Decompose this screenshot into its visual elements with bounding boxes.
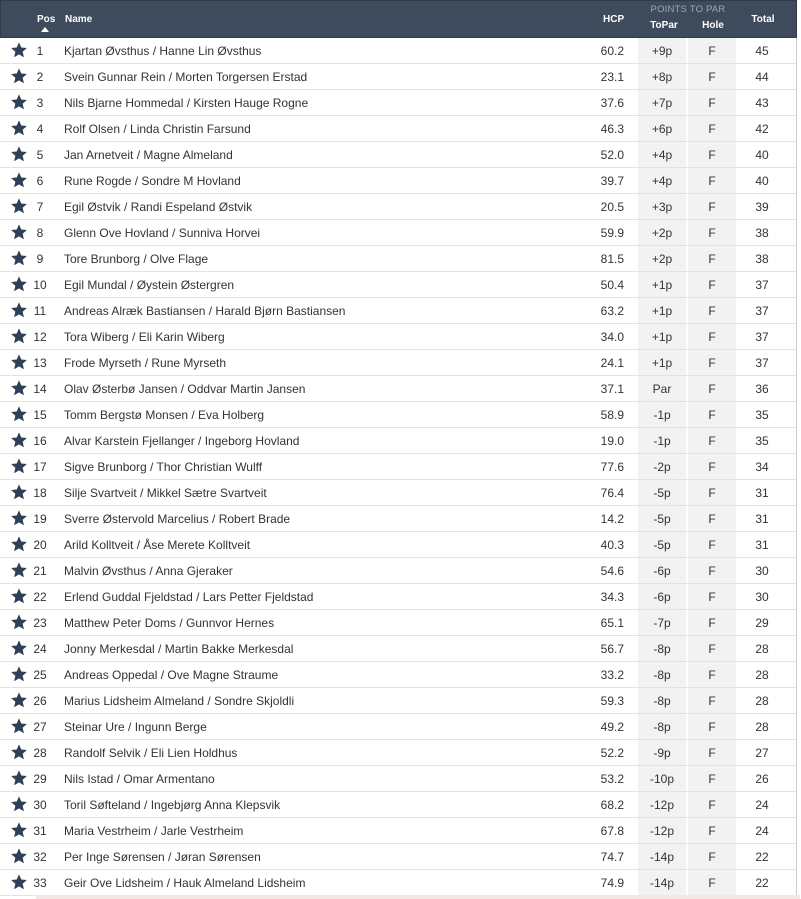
topar-cell: +1p — [651, 304, 673, 318]
pos-cell: 32 — [33, 850, 47, 864]
star-icon[interactable] — [10, 665, 28, 683]
star-icon[interactable] — [10, 743, 28, 761]
total-cell: 28 — [755, 668, 769, 682]
hcp-cell: 77.6 — [600, 460, 624, 474]
table-row[interactable] — [0, 714, 797, 740]
pos-cell: 4 — [36, 122, 44, 136]
table-row[interactable] — [0, 168, 797, 194]
player-name[interactable]: Glenn Ove Hovland / Sunniva Horvei — [64, 226, 261, 240]
pos-cell: 21 — [33, 564, 47, 578]
hcp-cell: 46.3 — [600, 122, 624, 136]
player-name[interactable]: Egil Østvik / Randi Espeland Østvik — [64, 200, 253, 214]
star-icon[interactable] — [10, 769, 28, 787]
player-name[interactable]: Jonny Merkesdal / Martin Bakke Merkesdal — [64, 642, 294, 656]
table-row[interactable] — [0, 220, 797, 246]
table-header — [0, 0, 797, 38]
topar-cell: +8p — [651, 70, 673, 84]
hcp-cell: 56.7 — [600, 642, 624, 656]
topar-cell: -8p — [653, 668, 671, 682]
topar-cell: -6p — [653, 590, 671, 604]
star-icon[interactable] — [10, 483, 28, 501]
hole-cell: F — [708, 122, 716, 136]
table-row[interactable] — [0, 532, 797, 558]
player-name[interactable]: Andreas Alræk Bastiansen / Harald Bjørn Bastiansen — [64, 304, 346, 318]
player-name[interactable]: Nils Bjarne Hommedal / Kirsten Hauge Rogne — [64, 96, 309, 110]
player-name[interactable]: Malvin Øvsthus / Anna Gjeraker — [64, 564, 233, 578]
star-icon[interactable] — [10, 639, 28, 657]
table-row[interactable] — [0, 480, 797, 506]
total-cell: 44 — [755, 70, 769, 84]
player-name[interactable]: Silje Svartveit / Mikkel Sætre Svartveit — [64, 486, 267, 500]
column-group-points-to-par: POINTS TO PAR — [650, 4, 726, 15]
star-icon[interactable] — [10, 223, 28, 241]
hcp-cell: 74.7 — [600, 850, 624, 864]
player-name[interactable]: Tora Wiberg / Eli Karin Wiberg — [64, 330, 225, 344]
star-icon[interactable] — [10, 431, 28, 449]
topar-cell: -7p — [653, 616, 671, 630]
hole-cell: F — [708, 772, 716, 786]
hole-cell: F — [708, 460, 716, 474]
table-row[interactable] — [0, 766, 797, 792]
column-header-name[interactable]: Name — [65, 14, 93, 25]
pos-cell: 23 — [33, 616, 47, 630]
hcp-cell: 14.2 — [600, 512, 624, 526]
table-row[interactable] — [0, 792, 797, 818]
star-icon[interactable] — [10, 691, 28, 709]
table-row[interactable] — [0, 428, 797, 454]
pos-cell: 15 — [33, 408, 47, 422]
hole-cell: F — [708, 330, 716, 344]
pos-cell: 1 — [36, 44, 44, 58]
star-icon[interactable] — [10, 197, 28, 215]
topar-cell: -1p — [653, 434, 671, 448]
player-name[interactable]: Olav Østerbø Jansen / Oddvar Martin Jansen — [64, 382, 306, 396]
pos-cell: 17 — [33, 460, 47, 474]
table-row[interactable] — [0, 610, 797, 636]
table-row[interactable] — [0, 298, 797, 324]
pos-cell: 5 — [36, 148, 44, 162]
topar-cell: +2p — [651, 252, 673, 266]
table-row[interactable] — [0, 584, 797, 610]
topar-cell: -5p — [653, 512, 671, 526]
total-cell: 31 — [755, 538, 769, 552]
topar-cell: -5p — [653, 538, 671, 552]
table-body — [0, 38, 797, 896]
player-name[interactable]: Arild Kolltveit / Åse Merete Kolltveit — [64, 538, 251, 552]
topar-cell: -12p — [649, 824, 675, 838]
topar-cell: -8p — [653, 694, 671, 708]
total-cell: 26 — [755, 772, 769, 786]
player-name[interactable]: Geir Ove Lidsheim / Hauk Almeland Lidsheim — [64, 876, 306, 890]
hcp-cell: 37.6 — [600, 96, 624, 110]
topar-cell: -8p — [653, 642, 671, 656]
hole-cell: F — [708, 44, 716, 58]
topar-cell: -1p — [653, 408, 671, 422]
player-name[interactable]: Randolf Selvik / Eli Lien Holdhus — [64, 746, 238, 760]
hole-cell: F — [708, 746, 716, 760]
pos-cell: 27 — [33, 720, 47, 734]
hole-cell: F — [708, 876, 716, 890]
table-right-border — [796, 38, 797, 896]
total-cell: 24 — [755, 798, 769, 812]
topar-cell: +1p — [651, 330, 673, 344]
total-cell: 29 — [755, 616, 769, 630]
hcp-cell: 34.0 — [600, 330, 624, 344]
pos-cell: 11 — [33, 304, 47, 318]
topar-cell: -10p — [649, 772, 675, 786]
pos-cell: 19 — [33, 512, 47, 526]
topar-cell: -14p — [649, 850, 675, 864]
hole-cell: F — [708, 720, 716, 734]
hole-cell: F — [708, 486, 716, 500]
star-icon[interactable] — [10, 795, 28, 813]
star-icon[interactable] — [10, 509, 28, 527]
hole-cell: F — [708, 538, 716, 552]
star-icon[interactable] — [10, 67, 28, 85]
total-cell: 28 — [755, 642, 769, 656]
column-header-total[interactable]: Total — [751, 14, 775, 25]
topar-cell: +9p — [651, 44, 673, 58]
table-row[interactable] — [0, 142, 797, 168]
player-name[interactable]: Sverre Østervold Marcelius / Robert Brade — [64, 512, 291, 526]
total-cell: 37 — [755, 356, 769, 370]
hole-cell: F — [708, 382, 716, 396]
pos-cell: 20 — [33, 538, 47, 552]
star-icon[interactable] — [10, 353, 28, 371]
hole-cell: F — [708, 850, 716, 864]
total-cell: 42 — [755, 122, 769, 136]
hole-cell: F — [708, 278, 716, 292]
hcp-cell: 65.1 — [600, 616, 624, 630]
player-name[interactable]: Kjartan Øvsthus / Hanne Lin Øvsthus — [64, 44, 262, 58]
player-name[interactable]: Tore Brunborg / Olve Flage — [64, 252, 209, 266]
hcp-cell: 23.1 — [600, 70, 624, 84]
hcp-cell: 60.2 — [600, 44, 624, 58]
star-icon[interactable] — [10, 93, 28, 111]
hcp-cell: 59.9 — [600, 226, 624, 240]
total-cell: 38 — [755, 252, 769, 266]
table-row[interactable] — [0, 272, 797, 298]
total-cell: 22 — [755, 850, 769, 864]
topar-cell: +7p — [651, 96, 673, 110]
hole-cell: F — [708, 798, 716, 812]
pos-cell: 14 — [33, 382, 47, 396]
hole-cell: F — [708, 304, 716, 318]
hole-cell: F — [708, 70, 716, 84]
hcp-cell: 63.2 — [600, 304, 624, 318]
star-icon[interactable] — [10, 717, 28, 735]
total-cell: 37 — [755, 278, 769, 292]
pos-cell: 6 — [36, 174, 44, 188]
total-cell: 40 — [755, 174, 769, 188]
player-name[interactable]: Andreas Oppedal / Ove Magne Straume — [64, 668, 279, 682]
star-icon[interactable] — [10, 405, 28, 423]
table-row[interactable] — [0, 662, 797, 688]
hole-cell: F — [708, 564, 716, 578]
player-name[interactable]: Tomm Bergstø Monsen / Eva Holberg — [64, 408, 265, 422]
hcp-cell: 33.2 — [600, 668, 624, 682]
hcp-cell: 24.1 — [600, 356, 624, 370]
hcp-cell: 52.2 — [600, 746, 624, 760]
total-cell: 38 — [755, 226, 769, 240]
hole-cell: F — [708, 174, 716, 188]
player-name[interactable]: Steinar Ure / Ingunn Berge — [64, 720, 207, 734]
table-row[interactable] — [0, 818, 797, 844]
pos-cell: 26 — [33, 694, 47, 708]
hole-cell: F — [708, 148, 716, 162]
player-name[interactable]: Matthew Peter Doms / Gunnvor Hernes — [64, 616, 275, 630]
hole-cell: F — [708, 668, 716, 682]
hcp-cell: 37.1 — [600, 382, 624, 396]
player-name[interactable]: Rune Rogde / Sondre M Hovland — [64, 174, 241, 188]
topar-cell: +4p — [651, 148, 673, 162]
table-row[interactable] — [0, 116, 797, 142]
total-cell: 35 — [755, 434, 769, 448]
total-cell: 36 — [755, 382, 769, 396]
hole-cell: F — [708, 824, 716, 838]
total-cell: 31 — [755, 512, 769, 526]
hole-cell: F — [708, 616, 716, 630]
star-icon[interactable] — [10, 301, 28, 319]
star-icon[interactable] — [10, 457, 28, 475]
hcp-cell: 40.3 — [600, 538, 624, 552]
player-name[interactable]: Per Inge Sørensen / Jøran Sørensen — [64, 850, 261, 864]
table-row[interactable] — [0, 376, 797, 402]
hcp-cell: 53.2 — [600, 772, 624, 786]
total-cell: 45 — [755, 44, 769, 58]
star-icon[interactable] — [10, 587, 28, 605]
table-row[interactable] — [0, 90, 797, 116]
pos-cell: 8 — [36, 226, 44, 240]
player-name[interactable]: Sigve Brunborg / Thor Christian Wulff — [64, 460, 263, 474]
hcp-cell: 39.7 — [600, 174, 624, 188]
topar-cell: -9p — [653, 746, 671, 760]
pos-cell: 7 — [36, 200, 44, 214]
topar-cell: -14p — [649, 876, 675, 890]
star-icon[interactable] — [10, 561, 28, 579]
player-name[interactable]: Toril Søfteland / Ingebjørg Anna Klepsvik — [64, 798, 281, 812]
hcp-cell: 59.3 — [600, 694, 624, 708]
hcp-cell: 76.4 — [600, 486, 624, 500]
table-row[interactable] — [0, 636, 797, 662]
column-header-pos[interactable]: Pos — [37, 14, 56, 25]
hole-cell: F — [708, 590, 716, 604]
table-row[interactable] — [0, 740, 797, 766]
hcp-cell: 34.3 — [600, 590, 624, 604]
star-icon[interactable] — [10, 821, 28, 839]
table-row[interactable] — [0, 324, 797, 350]
table-row[interactable] — [0, 688, 797, 714]
column-header-topar[interactable]: ToPar — [650, 20, 678, 31]
hole-cell: F — [708, 434, 716, 448]
star-icon[interactable] — [10, 327, 28, 345]
total-cell: 37 — [755, 330, 769, 344]
hcp-cell: 49.2 — [600, 720, 624, 734]
total-cell: 34 — [755, 460, 769, 474]
hole-cell: F — [708, 512, 716, 526]
star-icon[interactable] — [10, 275, 28, 293]
topar-cell: +6p — [651, 122, 673, 136]
hole-cell: F — [708, 408, 716, 422]
table-row[interactable] — [0, 38, 797, 64]
player-name[interactable]: Egil Mundal / Øystein Østergren — [64, 278, 235, 292]
table-row[interactable] — [0, 246, 797, 272]
sort-ascending-icon[interactable] — [41, 27, 49, 32]
hcp-cell: 52.0 — [600, 148, 624, 162]
player-name[interactable]: Maria Vestrheim / Jarle Vestrheim — [64, 824, 244, 838]
total-cell: 43 — [755, 96, 769, 110]
hcp-cell: 81.5 — [600, 252, 624, 266]
player-name[interactable]: Marius Lidsheim Almeland / Sondre Skjoldli — [64, 694, 295, 708]
hcp-cell: 58.9 — [600, 408, 624, 422]
star-icon[interactable] — [10, 873, 28, 891]
hcp-cell: 74.9 — [600, 876, 624, 890]
table-row[interactable] — [0, 558, 797, 584]
pos-cell: 33 — [33, 876, 47, 890]
star-icon[interactable] — [10, 535, 28, 553]
pos-cell: 31 — [33, 824, 47, 838]
topar-cell: -2p — [653, 460, 671, 474]
pos-cell: 16 — [33, 434, 47, 448]
star-icon[interactable] — [10, 171, 28, 189]
total-cell: 22 — [755, 876, 769, 890]
star-icon[interactable] — [10, 613, 28, 631]
player-name[interactable]: Alvar Karstein Fjellanger / Ingeborg Hovland — [64, 434, 300, 448]
pos-cell: 3 — [36, 96, 44, 110]
column-header-hcp[interactable]: HCP — [603, 14, 625, 25]
hole-cell: F — [708, 356, 716, 370]
pos-cell: 24 — [33, 642, 47, 656]
hcp-cell: 54.6 — [600, 564, 624, 578]
star-icon[interactable] — [10, 145, 28, 163]
topar-cell: -12p — [649, 798, 675, 812]
player-name[interactable]: Frode Myrseth / Rune Myrseth — [64, 356, 227, 370]
hole-cell: F — [708, 252, 716, 266]
table-row[interactable] — [0, 870, 797, 896]
table-row[interactable] — [0, 64, 797, 90]
total-cell: 24 — [755, 824, 769, 838]
pos-cell: 29 — [33, 772, 47, 786]
pos-cell: 10 — [33, 278, 47, 292]
topar-cell: Par — [652, 382, 672, 396]
table-row[interactable] — [0, 506, 797, 532]
total-cell: 28 — [755, 720, 769, 734]
total-cell: 39 — [755, 200, 769, 214]
star-icon[interactable] — [10, 119, 28, 137]
topar-cell: +1p — [651, 356, 673, 370]
topar-cell: +3p — [651, 200, 673, 214]
pos-cell: 30 — [33, 798, 47, 812]
total-cell: 30 — [755, 564, 769, 578]
pos-cell: 18 — [33, 486, 47, 500]
pos-cell: 28 — [33, 746, 47, 760]
hcp-cell: 20.5 — [600, 200, 624, 214]
player-name[interactable]: Jan Arnetveit / Magne Almeland — [64, 148, 233, 162]
pos-cell: 9 — [36, 252, 44, 266]
topar-cell: +2p — [651, 226, 673, 240]
hole-cell: F — [708, 226, 716, 240]
topar-cell: +1p — [651, 278, 673, 292]
hcp-cell: 67.8 — [600, 824, 624, 838]
player-name[interactable]: Nils Istad / Omar Armentano — [64, 772, 215, 786]
star-icon[interactable] — [10, 249, 28, 267]
hcp-cell: 68.2 — [600, 798, 624, 812]
pos-cell: 12 — [33, 330, 47, 344]
star-icon[interactable] — [10, 379, 28, 397]
hcp-cell: 19.0 — [600, 434, 624, 448]
pos-cell: 2 — [36, 70, 44, 84]
star-icon[interactable] — [10, 847, 28, 865]
star-icon[interactable] — [10, 41, 28, 59]
player-name[interactable]: Svein Gunnar Rein / Morten Torgersen Erstad — [64, 70, 308, 84]
total-cell: 35 — [755, 408, 769, 422]
table-row[interactable] — [0, 194, 797, 220]
pos-cell: 22 — [33, 590, 47, 604]
topar-cell: -6p — [653, 564, 671, 578]
hole-cell: F — [708, 96, 716, 110]
player-name[interactable]: Erlend Guddal Fjeldstad / Lars Petter Fjeldstad — [64, 590, 314, 604]
bottom-scroll-edge — [36, 895, 800, 899]
topar-cell: -5p — [653, 486, 671, 500]
player-name[interactable]: Rolf Olsen / Linda Christin Farsund — [64, 122, 251, 136]
total-cell: 28 — [755, 694, 769, 708]
total-cell: 37 — [755, 304, 769, 318]
total-cell: 27 — [755, 746, 769, 760]
hole-cell: F — [708, 642, 716, 656]
topar-cell: -8p — [653, 720, 671, 734]
total-cell: 40 — [755, 148, 769, 162]
topar-cell: +4p — [651, 174, 673, 188]
table-row[interactable] — [0, 844, 797, 870]
hcp-cell: 50.4 — [600, 278, 624, 292]
table-row[interactable] — [0, 402, 797, 428]
hole-cell: F — [708, 694, 716, 708]
table-row[interactable] — [0, 350, 797, 376]
pos-cell: 13 — [33, 356, 47, 370]
column-header-hole[interactable]: Hole — [702, 20, 724, 31]
total-cell: 30 — [755, 590, 769, 604]
hole-cell: F — [708, 200, 716, 214]
total-cell: 31 — [755, 486, 769, 500]
pos-cell: 25 — [33, 668, 47, 682]
table-row[interactable] — [0, 454, 797, 480]
